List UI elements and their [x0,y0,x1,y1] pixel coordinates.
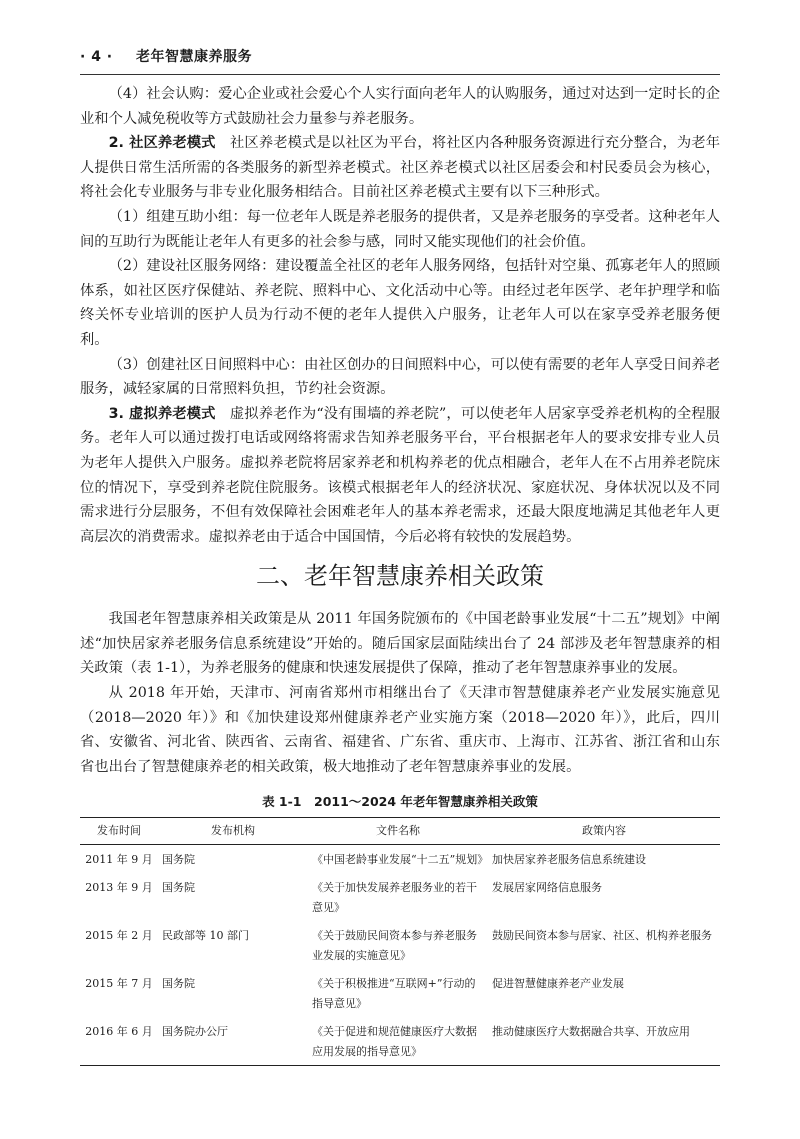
table-cell-date: 2016 年 6 月 [80,1017,158,1066]
policy-table [80,817,720,1066]
table-cell-document: 《中国老龄事业发展“十二五”规划》 [312,853,489,867]
running-header [80,46,720,66]
table-cell-date: 2015 年 2 月 [85,929,153,943]
table-cell-document: 《关于加快发展养老服务业的若干意见》 [312,881,477,915]
paragraph [80,254,720,352]
table-cell-content: 促进智慧健康养老产业发展 [492,977,624,991]
paragraph-text: （3）创建社区日间照料中心：由社区创办的日间照料中心，可以使有需要的老年人享受日间养老服务，减轻家属的日常照料负担，节约社会资源。 [80,356,720,398]
table-cell-document: 《关于积极推进“互联网+”行动的指导意见》 [312,977,476,1011]
top-paragraphs [80,82,720,549]
paragraph [80,131,720,205]
table-header-row [80,818,720,845]
body-content [80,82,720,1066]
paragraph-text: （4）社会认购：爱心企业或社会爱心个人实行面向老年人的认购服务，通过对达到一定时长的企业和个人减免税收等方式鼓励社会力量参与养老服务。 [80,86,720,127]
paragraph-text: （2）建设社区服务网络：建设覆盖全社区的老年人服务网络，包括针对空巢、孤寡老年人的照顾体系，如社区医疗保健站、养老院、照料中心、文化活动中心等。由经过老年医学、老年护理学和临终关怀专业培训的医护人员为行动不便的老年人提供入户服务，让老年人可以在家享受养老服务便利。 [80,258,720,348]
table-row [80,873,720,921]
table-cell-agency: 民政部等 10 部门 [162,929,249,943]
table-cell-date: 2011 年 9 月 [85,853,153,867]
table-cell-agency: 国务院办公厅 [158,1017,308,1066]
table-row [80,1017,720,1066]
paragraph [80,205,720,254]
column-header: 文件名称 [308,818,488,845]
table-cell-date: 2015 年 7 月 [85,977,153,991]
table-cell-agency: 国务院 [162,881,195,895]
paragraph: 我国老年智慧康养相关政策是从 2011 年国务院颁布的《中国老龄事业发展“十二五”规划》中阐述“加快居家养老服务信息系统建设”开始的。随后国家层面陆续出台了 24 部涉及老年智慧康养的相关政策（表 1-1），为养老服务的健康和快速发展提供了保障，推动了老年智慧康养事业的发展。 [80,611,720,677]
paragraph [80,353,720,402]
table-cell-document: 《关于促进和规范健康医疗大数据应用发展的指导意见》 [308,1017,488,1066]
table-caption: 表 1-1 2011～2024 年老年智慧康养相关政策 [262,794,538,810]
bottom-paragraphs [80,607,720,779]
paragraph-text: 虚拟养老作为“没有围墙的养老院”，可以使老年人居家享受养老机构的全程服务。老年人可以通过拨打电话或网络将需求告知养老服务平台，平台根据老年人的要求安排专业人员为老年人提供入户服务。虚拟养老院将居家养老和机构养老的优点相融合，老年人在不占用养老院床位的情况下，享受到养老院住院服务。该模式根据老年人的经济状况、家庭状况、身体状况以及不同需求进行分层服务，不但有效保障社会困难老年人的基本养老需求，还最大限度地满足其他老年人更高层次的消费需求。虚拟养老由于适合中国国情，今后必将有较快的发展趋势。 [80,405,720,545]
paragraph: 从 2018 年开始，天津市、河南省郑州市相继出台了《天津市智慧健康养老产业发展实施意见（2018—2020 年）》和《加快建设郑州健康养老产业实施方案（2018—2020 年）》，此后，四川省、安徽省、河北省、陕西省、云南省、福建省、广东省、重庆市、上海市、江苏省、浙江省和山东省也出台了智慧健康养老的相关政策，极大地推动了老年智慧康养事业的发展。 [80,685,720,775]
book-title: 老年智慧康养服务 [136,49,253,65]
paragraph-lead: 2. 社区养老模式 [108,135,216,152]
table-cell-document: 《关于鼓励民间资本参与养老服务业发展的实施意见》 [312,929,477,963]
table-cell-content: 推动健康医疗大数据融合共享、开放应用 [488,1017,720,1066]
column-header: 发布时间 [80,818,158,845]
paragraph-text: （1）组建互助小组：每一位老年人既是养老服务的提供者，又是养老服务的享受者。这种老年人间的互助行为既能让老年人有更多的社会参与感，同时又能实现他们的社会价值。 [80,208,720,250]
paragraph-text: 社区养老模式是以社区为平台，将社区内各种服务资源进行充分整合，为老年人提供日常生活所需的各类服务的新型养老模式。社区养老模式以社区居委会和村民委员会为核心，将社会化专业服务与非专业化服务相结合。目前社区养老模式主要有以下三种形式。 [80,135,721,201]
table-row [80,969,720,1017]
table-row [80,921,720,969]
table-cell-date: 2013 年 9 月 [85,881,153,895]
table-cell-content: 发展居家网络信息服务 [492,881,602,895]
paragraph-lead: 3. 虚拟养老模式 [108,405,216,422]
paragraph [80,402,720,550]
table-cell-content: 鼓励民间资本参与居家、社区、机构养老服务 [492,929,712,943]
table-row [80,845,720,874]
table-cell-content: 加快居家养老服务信息系统建设 [492,853,646,867]
table-cell-agency: 国务院 [162,977,195,991]
header-rule [80,74,720,75]
page-number: · 4 · [80,49,113,65]
section-title: 二、老年智慧康养相关政策 [256,562,544,591]
table-cell-agency: 国务院 [162,853,195,867]
paragraph [80,82,720,131]
column-header: 发布机构 [158,818,308,845]
column-header: 政策内容 [488,818,720,845]
